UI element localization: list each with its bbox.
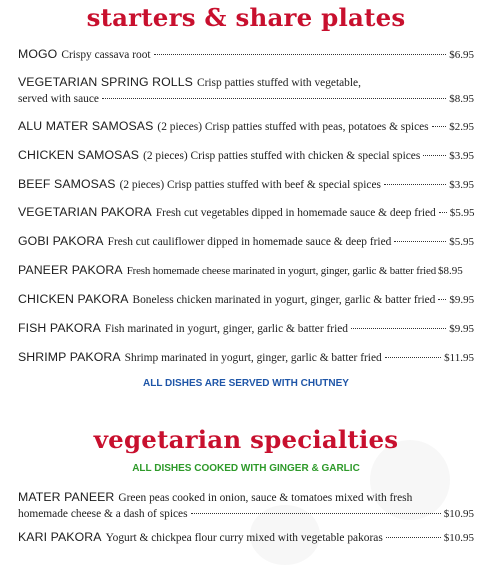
item-name: BEEF SAMOSAS <box>18 177 116 191</box>
item-price: $8.95 <box>438 265 463 277</box>
item-name: CHICKEN SAMOSAS <box>18 148 140 162</box>
item-name: KARI PAKORA <box>18 530 102 544</box>
item-price: $3.95 <box>449 150 474 162</box>
item-description-continued: served with sauce <box>18 93 99 105</box>
menu-item <box>18 490 474 521</box>
leader-dots <box>191 513 441 514</box>
menu-item <box>18 530 474 545</box>
menu-item <box>18 321 474 336</box>
item-description: Boneless chicken marinated in yogurt, ginger, garlic & batter fried <box>132 294 436 306</box>
leader-dots <box>438 299 446 300</box>
item-price: $2.95 <box>449 121 474 133</box>
item-price: $5.95 <box>449 236 474 248</box>
section-title-vegetarian: vegetarian specialties <box>93 425 399 454</box>
item-name: MOGO <box>18 47 58 61</box>
item-name: CHICKEN PAKORA <box>18 292 129 306</box>
menu-item <box>18 234 474 249</box>
item-name: PANEER PAKORA <box>18 263 123 277</box>
item-description: Fresh cut vegetables dipped in homemade sauce & deep fried <box>155 207 436 219</box>
item-description: Fish marinated in yogurt, ginger, garlic & batter fried <box>104 323 348 335</box>
item-name: MATER PANEER <box>18 490 115 504</box>
item-name: VEGETARIAN PAKORA <box>18 205 152 219</box>
item-price: $8.95 <box>449 93 474 105</box>
item-price: $10.95 <box>443 532 474 544</box>
item-name: VEGETARIAN SPRING ROLLS <box>18 75 193 89</box>
item-name: ALU MATER SAMOSAS <box>18 119 154 133</box>
item-description: Crispy cassava root <box>61 49 151 61</box>
item-description: (2 pieces) Crisp patties stuffed with peas, potatoes & spices <box>157 121 429 133</box>
item-description: (2 pieces) Crisp patties stuffed with chicken & special spices <box>143 150 421 162</box>
leader-dots <box>394 241 446 242</box>
item-price: $11.95 <box>444 352 474 364</box>
menu-item <box>18 148 474 163</box>
menu-item <box>18 75 474 106</box>
menu-item <box>18 350 474 365</box>
item-price: $9.95 <box>449 294 475 306</box>
menu-item <box>18 177 474 192</box>
item-name: SHRIMP PAKORA <box>18 350 121 364</box>
chutney-note: ALL DISHES ARE SERVED WITH CHUTNEY <box>143 378 349 389</box>
menu-item <box>18 292 474 307</box>
menu-item <box>18 119 474 134</box>
leader-dots <box>423 155 446 156</box>
item-price: $3.95 <box>449 179 474 191</box>
leader-dots <box>154 54 447 55</box>
item-description: Crisp patties stuffed with vegetable, <box>196 77 361 89</box>
item-description: Green peas cooked in onion, sauce & tomatoes mixed with fresh <box>118 492 413 504</box>
leader-dots <box>351 328 446 329</box>
leader-dots <box>439 212 447 213</box>
item-price: $6.95 <box>449 49 474 61</box>
leader-dots <box>386 537 441 538</box>
item-description: Fresh cut cauliflower dipped in homemade sauce & deep fried <box>107 236 392 248</box>
leader-dots <box>432 126 447 127</box>
item-price: $10.95 <box>443 508 474 520</box>
menu-item <box>18 205 474 220</box>
section-title-starters: starters & share plates <box>86 3 406 32</box>
item-name: GOBI PAKORA <box>18 234 104 248</box>
ginger-garlic-note: ALL DISHES COOKED WITH GINGER & GARLIC <box>132 463 360 474</box>
item-description: Yogurt & chickpea flour curry mixed with vegetable pakoras <box>105 532 383 544</box>
menu-item <box>18 47 474 62</box>
leader-dots <box>384 184 446 185</box>
item-description: Fresh homemade cheese marinated in yogurt, ginger, garlic & batter fried <box>126 265 437 277</box>
item-price: $9.95 <box>449 323 474 335</box>
menu-item <box>18 263 474 278</box>
item-description: Shrimp marinated in yogurt, ginger, garlic & batter fried <box>124 352 382 364</box>
item-description-continued: homemade cheese & a dash of spices <box>18 508 188 520</box>
leader-dots <box>102 98 446 99</box>
leader-dots <box>385 357 441 358</box>
item-price: $5.95 <box>449 207 475 219</box>
item-description: (2 pieces) Crisp patties stuffed with beef & special spices <box>119 179 381 191</box>
item-name: FISH PAKORA <box>18 321 101 335</box>
